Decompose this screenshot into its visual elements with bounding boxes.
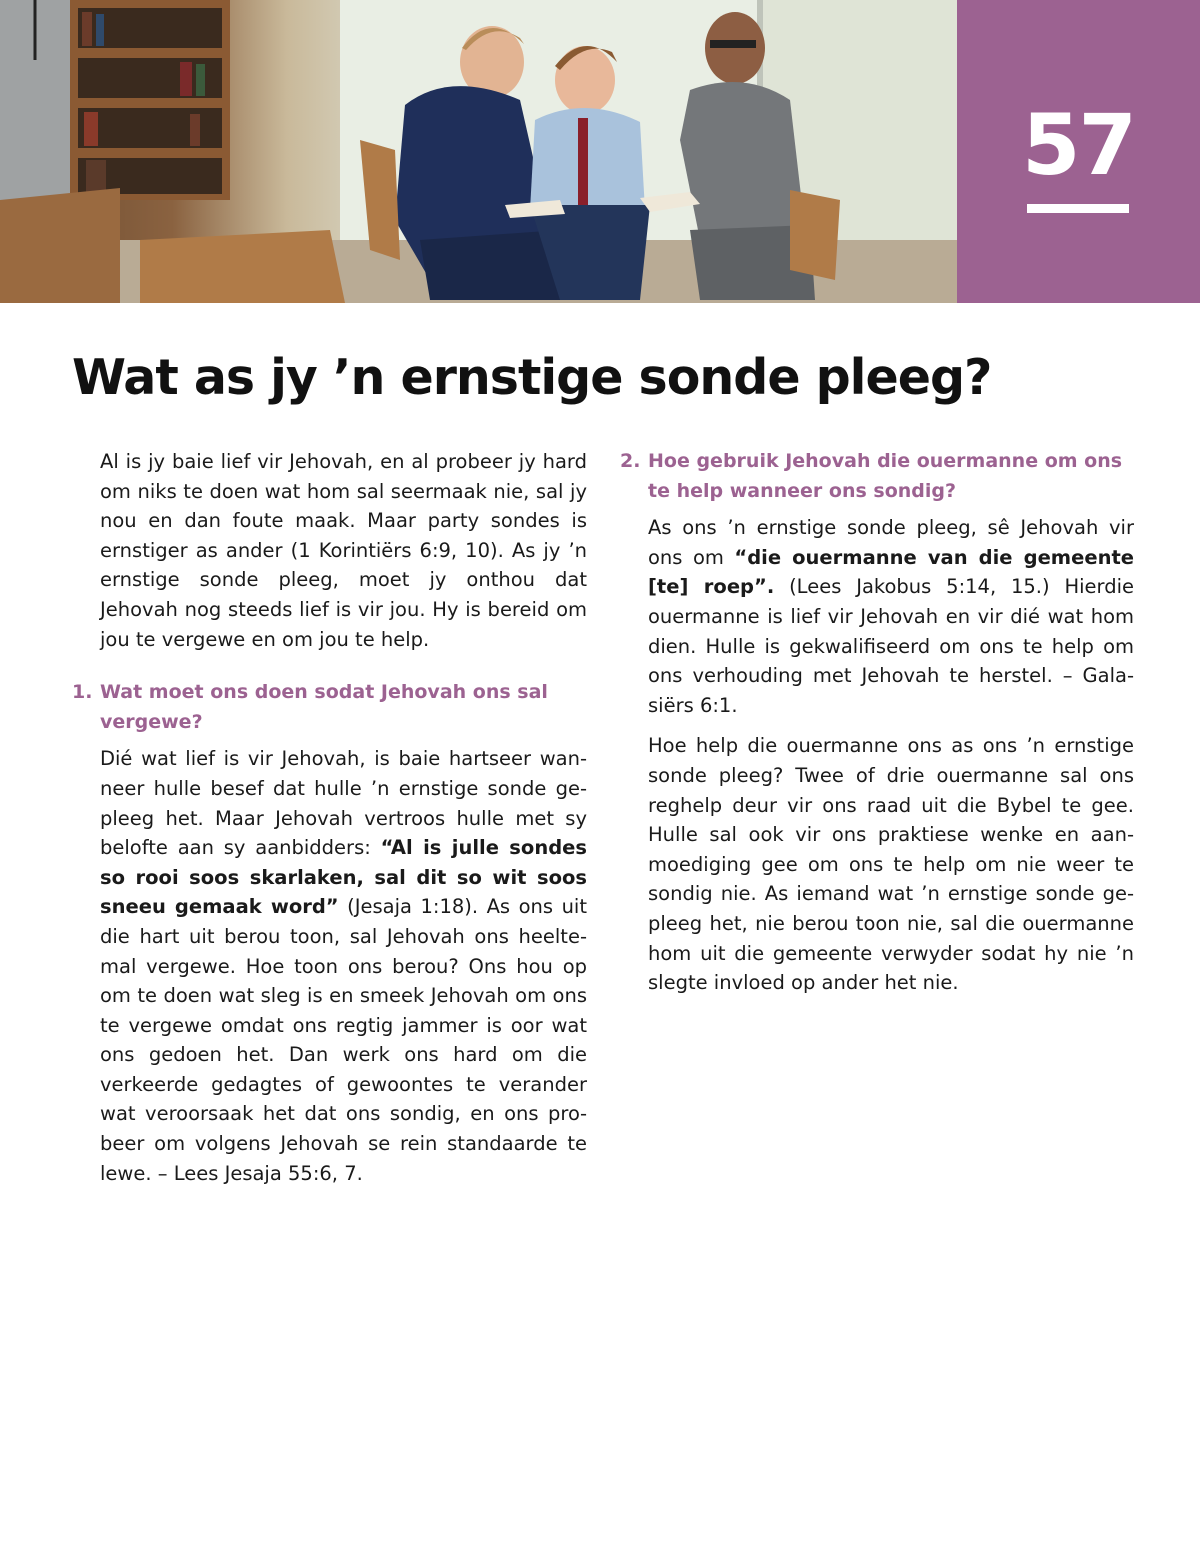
page-title: Wat as jy ’n ernstige sonde pleeg? bbox=[72, 349, 992, 406]
section-2-text-a: As ons ’n ernstige sonde pleeg, sê Jehovah vir ons om bbox=[648, 516, 1134, 569]
section-2-paragraph-2: Hoe help die ouermanne ons as ons ’n ernstige sonde pleeg? Twee of drie ouermanne sal ons reghelp deur vir ons raad uit die Bybel te gee. Hulle sal ook vir ons praktiese wenke en aanmoediging gee om ons te help om nie weer te sondig nie. As iemand wat ’n ernstige sonde gepleeg het, nie berou toon nie, sal die ouermanne hom uit die gemeente verwyder sodat hy nie ’n slegte invloed op ander het nie. bbox=[648, 734, 1134, 995]
section-1-text-b: (Jesaja 1:18). As ons uit die hart uit berou toon, sal Jehovah ons heeltemal vergewe. Hoe toon ons berou? Ons hou op om te doen wat sleg is en smeek Jehovah om ons te vergewe omdat ons regtig jammer is oor wat ons gedoen het. Dan werk ons hard om die verkeerde gedagtes of gewoontes te verander wat veroorsaak het dat ons sondig, en ons probeer om volgens Jehovah se rein standaarde te lewe. – Lees Jesaja 55:6, 7. bbox=[100, 895, 587, 1185]
section-1-paragraph bbox=[100, 744, 587, 1188]
lesson-number-underline bbox=[1027, 204, 1129, 213]
question-heading-2 bbox=[620, 447, 1134, 506]
question-heading-1 bbox=[72, 678, 587, 737]
header-photo-illustration bbox=[0, 0, 957, 303]
left-column bbox=[72, 447, 587, 1199]
section-1-text-a: Dié wat lief is vir Jehovah, is baie hartseer wanneer hulle besef dat hulle ’n ernstige sonde gepleeg het. Maar Jehovah vertroos hulle met sy belofte aan sy aanbidders: bbox=[100, 747, 587, 860]
section-2-paragraph-1 bbox=[648, 513, 1134, 720]
lesson-number-badge bbox=[957, 0, 1200, 303]
question-text-1: Wat moet ons doen sodat Jehovah ons sal vergewe? bbox=[100, 681, 548, 733]
section-2-text-b: (Lees Jakobus 5:14, 15.) Hierdie ouermanne is lief vir Jehovah en vir dié wat hom dien. Hulle is gekwalifiseerd om ons te help om ons verhouding met Jehovah te herstel. – Galasiërs 6:1. bbox=[648, 575, 1134, 717]
question-number-1: 1. bbox=[72, 681, 93, 704]
intro-paragraph: Al is jy baie lief vir Jehovah, en al probeer jy hard om niks te doen wat hom sal seermaak nie, sal jy nou en dan foute maak. Maar party sondes is ernstiger as ander (1 Korintiërs 6:9, 10). As jy ’n ernstige sonde pleeg, moet jy onthou dat Jehovah nog steeds lief is vir jou. Hy is bereid om jou te vergewe en om jou te help. bbox=[100, 450, 587, 651]
question-number-2: 2. bbox=[620, 450, 641, 472]
header-photo bbox=[0, 0, 957, 303]
section-1-quote: “Al is julle sondes so rooi soos skarlaken, sal dit so wit soos sneeu gemaak word” bbox=[100, 836, 587, 919]
right-column bbox=[620, 447, 1134, 1009]
question-text-2: Hoe gebruik Jehovah die ouermanne om ons te help wanneer ons sondig? bbox=[648, 450, 1123, 502]
section-2-quote: “die ouermanne van die gemeente [te] roep”. bbox=[648, 545, 1134, 599]
lesson-number: 57 bbox=[1022, 96, 1135, 194]
